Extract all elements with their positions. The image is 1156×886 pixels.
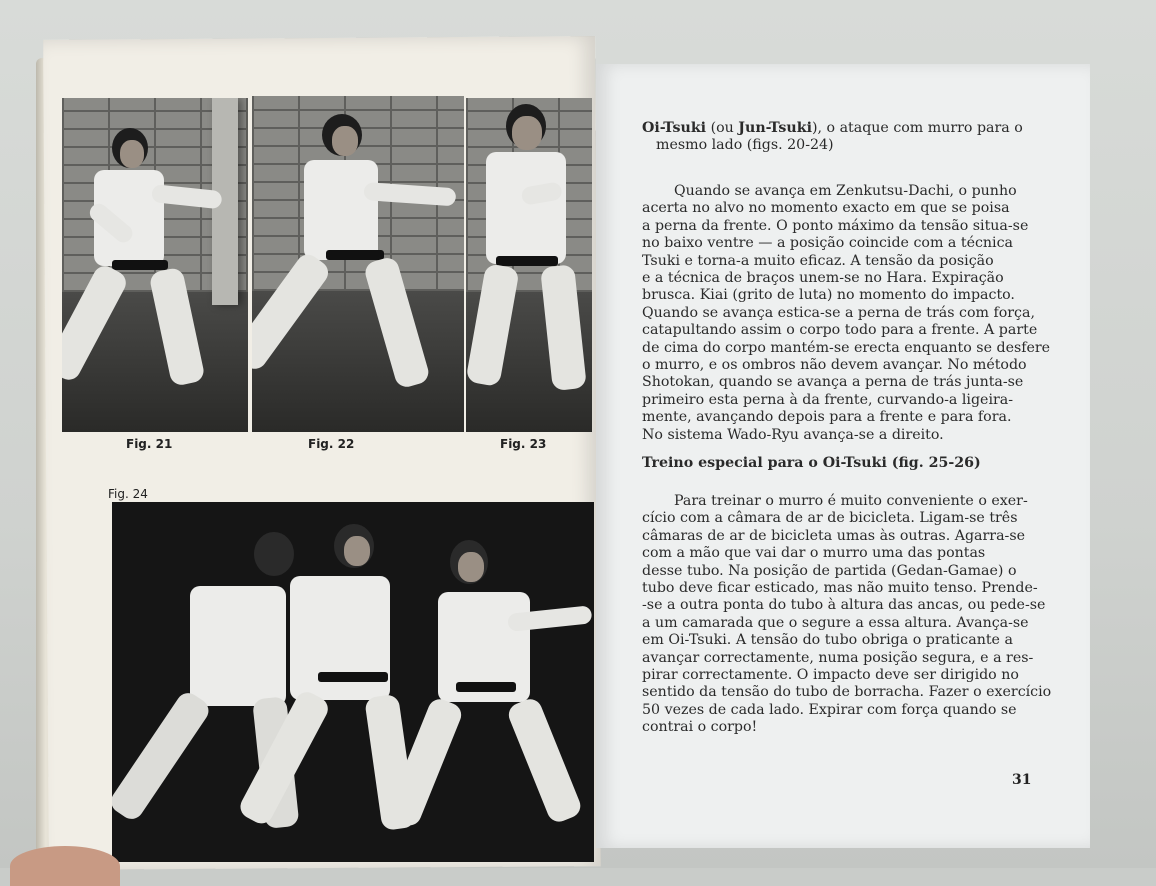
text-line: sentido da tensão do tubo de borracha. Fazer o exercício — [642, 684, 1052, 701]
text-line: no baixo ventre — a posição coincide com a técnica — [642, 235, 1013, 252]
paragraph-oi-tsuki — [642, 183, 1051, 444]
text-line: Para treinar o murro é muito conveniente o exer- — [674, 493, 1028, 509]
text-line: Tsuki e torna-a muito eficaz. A tensão da posição — [642, 252, 994, 269]
section-heading-treino — [642, 455, 1038, 472]
figure-caption-24: Fig. 24 — [108, 487, 148, 501]
text-line: com a mão que vai dar o murro uma das pontas — [642, 545, 986, 562]
text-line: Shotokan, quando se avança a perna de trás junta-se — [642, 374, 1024, 391]
page-number: 31 — [1012, 772, 1032, 788]
thumb — [10, 846, 120, 886]
heading-term: Oi-Tsuki — [642, 120, 707, 136]
text-line: cício com a câmara de ar de bicicleta. Ligam-se três — [642, 510, 1018, 527]
heading-text: (ou — [706, 120, 739, 136]
text-line: tubo deve ficar esticado, mas não muito tenso. Prende- — [642, 580, 1038, 597]
paragraph-treino — [642, 493, 1052, 737]
figure-caption-21: Fig. 21 — [126, 437, 173, 451]
text-line: avançar correctamente, numa posição segura, e a res- — [642, 649, 1034, 666]
text-line: acerta no alvo no momento exacto em que se poisa — [642, 200, 1010, 217]
text-line: desse tubo. Na posição de partida (Gedan-Gamae) o — [642, 562, 1017, 579]
text-line: Quando se avança em Zenkutsu-Dachi, o punho — [674, 183, 1017, 199]
text-line: o murro, e os ombros não devem avançar. No método — [642, 357, 1027, 374]
photo-fig-23 — [466, 98, 592, 432]
text-line: No sistema Wado-Ryu avança-se a direito. — [642, 426, 944, 443]
text-line: catapultando assim o corpo todo para a frente. A parte — [642, 322, 1038, 339]
text-line: contrai o corpo! — [642, 719, 758, 736]
text-line: a um camarada que o segure a essa altura. Avança-se — [642, 614, 1029, 631]
heading-text: mesmo lado (figs. 20-24) — [656, 137, 834, 154]
text-line: em Oi-Tsuki. A tensão do tubo obriga o praticante a — [642, 632, 1013, 649]
heading-text: ), o ataque com murro para o — [811, 120, 1023, 136]
heading-text: Treino especial para o Oi-Tsuki (fig. 25-26) — [642, 455, 981, 471]
text-line: e a técnica de braços unem-se no Hara. Expiração — [642, 270, 1004, 287]
heading-term: Jun-Tsuki — [738, 120, 812, 136]
text-line: câmaras de ar de bicicleta umas às outras. Agarra-se — [642, 527, 1026, 544]
text-line: Quando se avança estica-se a perna de trás com força, — [642, 304, 1035, 321]
text-line: de cima do corpo mantém-se erecta enquanto se desfere — [642, 339, 1051, 356]
photo-fig-22 — [252, 96, 464, 432]
photo-fig-21 — [62, 98, 248, 432]
text-line: mente, avançando depois para a frente e para fora. — [642, 409, 1012, 426]
figure-caption-22: Fig. 22 — [308, 437, 355, 451]
text-line: -se a outra ponta do tubo à altura das ancas, ou pede-se — [642, 597, 1046, 614]
figure-caption-23: Fig. 23 — [500, 437, 547, 451]
section-heading-oi-tsuki — [642, 120, 1038, 155]
photo-fig-24 — [112, 502, 594, 862]
text-line: primeiro esta perna à da frente, curvando-a ligeira- — [642, 391, 1014, 408]
text-line: a perna da frente. O ponto máximo da tensão situa-se — [642, 217, 1029, 234]
text-line: brusca. Kiai (grito de luta) no momento do impacto. — [642, 287, 1015, 304]
text-line: pirar correctamente. O impacto deve ser dirigido no — [642, 667, 1019, 684]
text-line: 50 vezes de cada lado. Expirar com força quando se — [642, 701, 1017, 718]
